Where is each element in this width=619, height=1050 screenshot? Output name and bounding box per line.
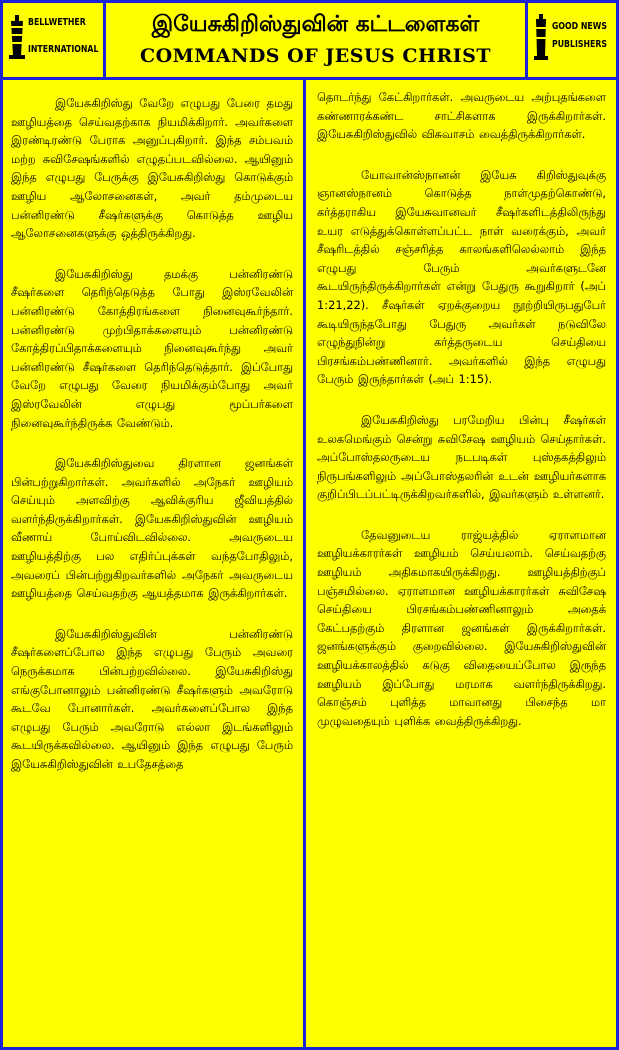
left-paragraph-4: இயேசுகிறிஸ்துவின் பன்னிரண்டு சீஷர்களைப்போல இந்த எழுபது பேரும் அவரை நெருக்கமாக பின்பற்றவில்லை. இயேசுகிறிஸ்து எங்குபோனாலும் பன்னிரண்டு சீஷர்களும் அவரோடு கூடவே போனார்கள். அவர்களைப்போல இந்த எழுபது பேரும் அவரோடு எல்லா இடங்களிலும் கூடயிருக்கவில்லை. ஆயினும் இந்த எழுபது பேரும் இயேசுகிறிஸ்துவின் உபதேசத்தை — [11, 626, 293, 771]
right-column — [309, 80, 616, 1047]
left-column — [3, 80, 306, 1047]
left-paragraph-2: இயேசுகிறிஸ்து தமக்கு பன்னிரண்டு சீஷர்களை தெரிந்தெடுத்த போது இஸ்ரவேலின் பன்னிரண்டு கோத்திரங்களை நினைவுகூர்ந்தார். பன்னிரண்டு முற்பிதாக்களையும் பன்னிரண்டு கோத்திரப்பிதாக்களையும் நினைவுகூர்ந்து அவர் பன்னிரண்டு சீஷர்களை தெரிந்தெடுத்தார். இப்போது வேறே எழுபது வேரை நியமிக்கும்போது அவர் இஸ்ரவேலின் எழுபது மூப்பர்களை நினைவுகூர்ந்திருக்க வேண்டும். — [11, 266, 293, 430]
good-news-logo — [525, 3, 616, 77]
title-tamil: இயேசுகிறிஸ்துவின் கட்டளைகள் — [151, 12, 480, 37]
header — [3, 3, 616, 80]
title-area — [106, 3, 528, 77]
bellwether-lamb-icon — [9, 15, 25, 61]
right-paragraph-1: தொடர்ந்து கேட்கிறார்கள். அவருடைய அற்புதங்களை கண்ணாரக்கண்ட சாட்சிகளாக இருக்கிறார்கள். இயேசுகிறிஸ்துவில் விசுவாசம் வைத்திருக்கிறார்கள். — [317, 90, 606, 142]
right-paragraph-2: யோவான்ஸ்நானன் இயேசு கிறிஸ்துவுக்கு ஞானஸ்நானம் கொடுத்த நாள்முதற்கொண்டு, கர்த்தராகிய இயேசுவானவர் சீஷர்களிடத்திலிருந்து உயர எடுத்துக்கொள்ளப்பட்ட நாள் வரைக்கும், அவர் சீஷரிடத்தில் சஞ்சரித்த காலங்களிலெல்லாம் இந்த எழுபது பேரும் அவர்களுடனே கூடயிருந்திருக்கிறார்கள் என்று பேதுரு கூறுகிறார் (அப் 1:21,22). சீஷர்கள் ஏறக்குறைய நூற்றியிருபதுபேர் கூடியிருந்தபோது பேதுரு அவர்கள் நடுவிலே எழுந்துநின்று கர்த்தருடைய செய்தியை பிரசங்கம்பண்ணினார். அவர்களில் இந்த எழுபது பேரும் இருந்தார்கள் (அப் 1:15). — [317, 167, 606, 387]
lighthouse-icon — [534, 14, 548, 62]
right-paragraph-3: இயேசுகிறிஸ்து பரமேறிய பின்பு சீஷர்கள் உலகமெங்கும் சென்று சுவிசேஷ ஊழியம் செய்தார்கள். அப்போஸ்தலருடைய நடபடிகள் புஸ்தகத்திலும் நிருபங்களிலும் அப்போஸ்தலரின் உடன் ஊழியர்களாக குறிப்பிடப்பட்டிருக்கிறவர்களில், இவர்களும் உள்ளனர். — [317, 412, 606, 502]
left-paragraph-3: இயேசுகிறிஸ்துவை திரளான ஜனங்கள் பின்பற்றுகிறார்கள். அவர்களில் அநேகர் ஊழியம் செய்யும் அளவிற்கு ஆவிக்குரிய ஜீவியத்தில் வளர்ந்திருக்கிறார்கள். இயேசுகிறிஸ்துவின் ஊழியம் வீணாய் போய்விடவில்லை. அவருடைய ஊழியத்திற்கு பல எதிர்ப்புக்கள் வந்தபோதிலும், அவரைப் பின்பற்றுகிறவர்களில் அநேகர் அவருடைய ஊழியத்தை செய்வதற்கு ஆயத்தமாக இருக்கிறார்கள். — [11, 456, 293, 601]
good-news-line1: GOOD NEWS — [552, 21, 607, 32]
left-paragraph-1: இயேசுகிறிஸ்து வேறே எழுபது பேரை தமது ஊழியத்தை செய்வதற்காக நியமிக்கிறார். அவர்களை இரண்டிரண்டு பேராக அனுப்புகிறார். இந்த சம்பவம் மற்ற சுவிசேஷங்களில் எழுதப்படவில்லை. ஆயினும் இந்த எழுபது பேருக்கு இயேசுகிறிஸ்து கொடுக்கும் ஊழிய ஆலோசனைகள், அவர் தம்முடைய பன்னிரண்டு சீஷர்களுக்கு கொடுத்த ஊழிய ஆலோசனைகளுக்கு ஒத்திருக்கிறது. — [11, 96, 293, 241]
title-english: COMMANDS OF JESUS CHRIST — [139, 45, 492, 67]
right-paragraph-4: தேவனுடைய ராஜ்யத்தில் ஏராளமான ஊழியக்காரர்கள் ஊழியம் செய்யலாம். செய்வதற்கு ஊழியம் அதிகமாகயிருக்கிறது. ஊழியத்திற்குப் பஞ்சமில்லை. ஏராளமான ஊழியக்காரர்கள் சுவிசேஷ செய்தியை பிரசங்கம்பண்ணினாலும் அதைக் கேட்பதற்கும் திரளான ஜனங்கள் இருக்கிறார்கள். ஜனங்களுக்கும் குறைவில்லை. இயேசுகிறிஸ்துவின் ஊழியக்காலத்தில் கடுகு விதையைப்போல இருந்த ஊழியம் இப்போது மரமாக வளர்ந்திருக்கிறது. கொஞ்சம் புளித்த மாவானது பிசைந்த மா முழுவதையும் புளிக்க வைத்திருக்கிறது. — [317, 527, 606, 728]
bellwether-line2: INTERNATIONAL — [28, 44, 99, 55]
bellwether-line1: BELLWETHER — [28, 17, 86, 28]
good-news-line2: PUBLISHERS — [552, 39, 607, 50]
bellwether-logo — [3, 3, 106, 77]
